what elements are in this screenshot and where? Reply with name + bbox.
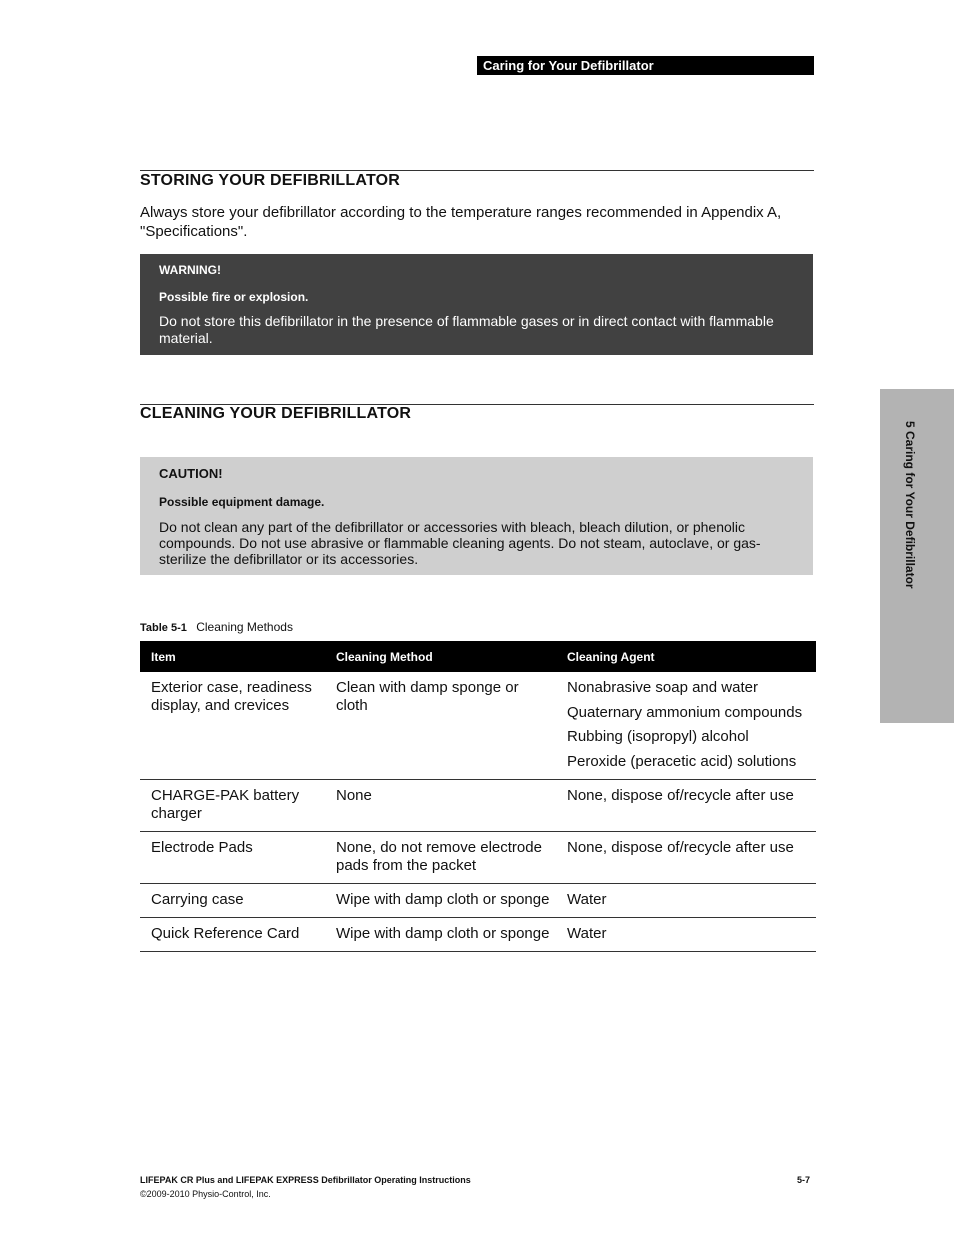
- agent-line: Rubbing (isopropyl) alcohol: [567, 728, 749, 745]
- agent-line: Peroxide (peracetic acid) solutions: [567, 752, 797, 770]
- footer-page-number: 5-7: [797, 1175, 811, 1185]
- storing-section-title: STORING YOUR DEFIBRILLATOR: [140, 172, 401, 189]
- cell-item: Quick Reference Card: [140, 917, 325, 951]
- warning-subhead: Possible fire or explosion.: [159, 290, 309, 304]
- cell-agent: Water: [556, 883, 816, 917]
- table-row: [140, 883, 816, 917]
- table-caption-title: Cleaning Methods: [196, 620, 293, 634]
- cell-agent: [556, 672, 816, 779]
- table-caption-number: Table 5-1: [140, 622, 187, 634]
- warning-box: [140, 254, 813, 355]
- chapter-side-tab: [880, 389, 954, 723]
- footer-document-title: LIFEPAK CR Plus and LIFEPAK EXPRESS Defibrillator Operating Instructions: [140, 1175, 471, 1185]
- warning-label: WARNING!: [159, 263, 221, 277]
- cell-method: None, do not remove electrode pads from the packet: [325, 831, 556, 883]
- cell-method: Wipe with damp cloth or sponge: [325, 883, 556, 917]
- cell-method: Clean with damp sponge or cloth: [325, 672, 556, 779]
- section-divider: [140, 170, 814, 171]
- table-row: [140, 831, 816, 883]
- storing-paragraph: Always store your defibrillator according to the temperature ranges recommended in Appendix A, "Specifications".: [140, 204, 782, 240]
- cell-method: Wipe with damp cloth or sponge: [325, 917, 556, 951]
- caution-box: [140, 457, 813, 575]
- table-row: [140, 917, 816, 951]
- cell-agent: None, dispose of/recycle after use: [556, 831, 816, 883]
- cell-item: Carrying case: [140, 883, 325, 917]
- running-header: Caring for Your Defibrillator: [477, 56, 814, 75]
- cell-method: None: [325, 779, 556, 831]
- cell-agent: Water: [556, 917, 816, 951]
- column-header-item: Item: [140, 641, 325, 672]
- cell-agent: None, dispose of/recycle after use: [556, 779, 816, 831]
- agent-line: Nonabrasive soap and water: [567, 679, 758, 696]
- column-header-agent: Cleaning Agent: [556, 641, 816, 672]
- cell-item: CHARGE-PAK battery charger: [140, 779, 325, 831]
- chapter-side-tab-label: 5 Caring for Your Defibrillator: [903, 421, 917, 589]
- caution-label: CAUTION!: [159, 466, 223, 481]
- agent-line: Quaternary ammonium compounds: [567, 703, 803, 721]
- caution-subhead: Possible equipment damage.: [159, 495, 325, 509]
- cell-item: Electrode Pads: [140, 831, 325, 883]
- footer-copyright: ©2009-2010 Physio-Control, Inc.: [140, 1189, 271, 1199]
- cleaning-section-title: CLEANING YOUR DEFIBRILLATOR: [140, 405, 412, 422]
- warning-text: Do not store this defibrillator in the presence of flammable gases or in direct contact with flammable material.: [159, 313, 774, 346]
- caution-text: Do not clean any part of the defibrillator or accessories with bleach, bleach dilution, or phenolic compounds. Do not use abrasive or flammable cleaning agents. Do not steam, autoclave, or gas-sterilize the defibrillator or its accessories.: [159, 519, 761, 567]
- table-caption: [140, 620, 293, 634]
- table-row: [140, 672, 816, 779]
- column-header-method: Cleaning Method: [325, 641, 556, 672]
- table-row: [140, 779, 816, 831]
- table-header-row: [140, 641, 816, 672]
- cleaning-methods-table: [140, 641, 816, 952]
- cell-item: Exterior case, readiness display, and crevices: [140, 672, 325, 779]
